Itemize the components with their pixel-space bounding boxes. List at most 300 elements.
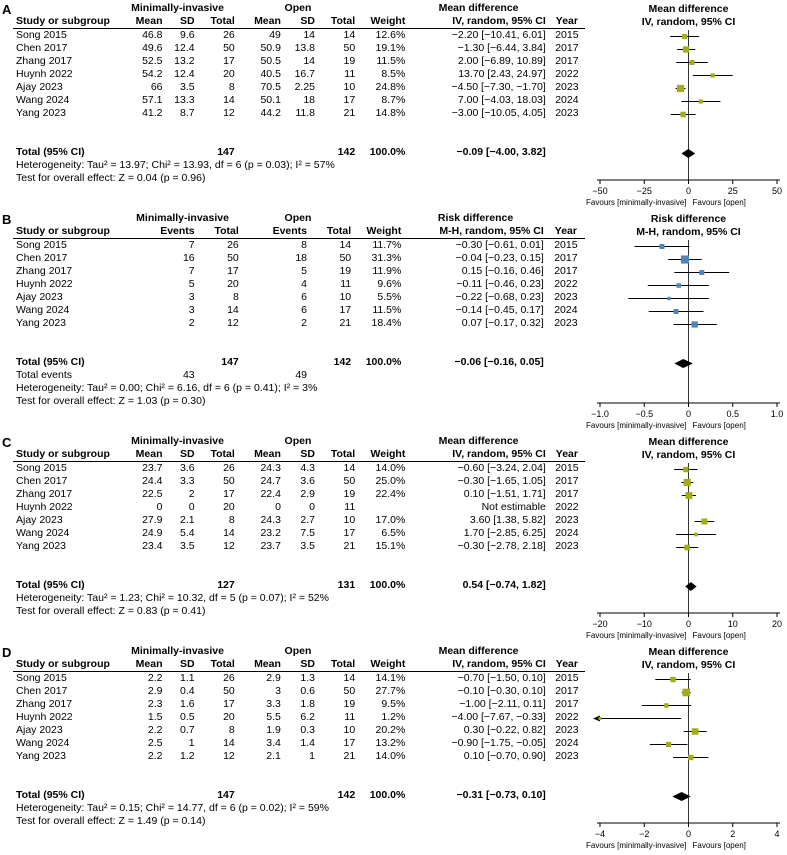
study-value: 3.4 — [266, 737, 281, 749]
study-effect: −0.11 [−0.46, 0.23] — [456, 278, 544, 290]
study-value: 9.6 — [179, 29, 195, 41]
forest-plot-B — [586, 240, 787, 431]
spacer-cell — [13, 2, 117, 15]
study-year: 2017 — [554, 252, 578, 264]
overall-test-row — [13, 605, 585, 618]
study-effect: −0.04 [−0.23, 0.15] — [455, 252, 544, 264]
study-effect: 0.07 [−0.17, 0.32] — [461, 317, 544, 329]
study-weight: 12.6% — [375, 29, 406, 41]
axis-tick-label: 0 — [685, 829, 692, 839]
study-weight: 9.6% — [377, 278, 402, 290]
study-value: 17 — [343, 527, 356, 539]
study-year: 2022 — [555, 501, 579, 513]
spacer-cell — [13, 645, 117, 658]
study-value: 1.3 — [300, 672, 316, 684]
empty-cell — [549, 789, 585, 802]
blank-cell — [13, 553, 585, 579]
study-year: 2015 — [555, 672, 579, 684]
study-value: 1.9 — [266, 724, 281, 736]
empty-cell — [547, 356, 585, 369]
effect-square — [682, 34, 687, 39]
spacer-cell — [358, 2, 408, 15]
study-effect: −0.60 [−3.24, 2.04] — [457, 462, 546, 474]
effect-square — [670, 677, 675, 682]
axis-tick-label: −25 — [636, 186, 652, 196]
study-value: 52.5 — [142, 55, 163, 67]
study-value: 57.1 — [142, 94, 163, 106]
total-events-label: Total events — [16, 369, 73, 381]
study-name: Yang 2023 — [16, 107, 67, 119]
empty-cell — [354, 369, 404, 382]
study-value: 10 — [339, 291, 352, 303]
study-value: 18 — [295, 252, 308, 264]
study-row — [13, 278, 585, 291]
study-value: 24.3 — [260, 462, 281, 474]
study-weight: 11.5% — [372, 304, 402, 316]
study-value: 14 — [343, 462, 356, 474]
study-year: 2023 — [555, 81, 579, 93]
g2-col-header: Total — [310, 225, 354, 239]
total-weight: 100.0% — [365, 356, 402, 368]
study-value: 1 — [309, 750, 316, 762]
study-value: 8.7 — [179, 107, 195, 119]
weight-col-header: Weight — [358, 658, 408, 672]
g1-col-header: Total — [198, 658, 238, 672]
study-year: 2022 — [555, 711, 579, 723]
study-value: 2.1 — [266, 750, 281, 762]
study-name: Song 2015 — [16, 462, 67, 474]
effect-square — [667, 297, 670, 300]
total-effect: −0.31 [−0.73, 0.10] — [456, 789, 546, 801]
empty-cell — [166, 579, 198, 592]
g1-col-header: Mean — [117, 15, 165, 29]
empty-cell — [549, 146, 585, 159]
study-value: 1.5 — [147, 711, 163, 723]
heterogeneity-row — [13, 382, 585, 395]
study-value: 17 — [223, 55, 235, 67]
forest-table-C — [13, 435, 585, 618]
axis-tick-label: −1.0 — [591, 409, 609, 419]
study-value: 8 — [301, 239, 308, 251]
study-row — [13, 698, 585, 711]
g2-col-header: Mean — [238, 448, 284, 462]
study-year: 2017 — [555, 55, 579, 67]
group2-header: Open — [284, 435, 312, 447]
effect-square — [659, 244, 664, 249]
study-row — [13, 239, 585, 253]
effect-col-header: IV, random, 95% CI — [408, 658, 548, 672]
study-value: 6 — [301, 304, 308, 316]
study-value: 50.9 — [260, 42, 281, 54]
forest-plot-C — [586, 463, 787, 641]
study-value: 14 — [303, 55, 316, 67]
study-value: 5.4 — [179, 527, 195, 539]
study-value: 19 — [343, 698, 356, 710]
study-weight — [358, 501, 408, 514]
empty-cell — [117, 579, 165, 592]
total-events-g1: 43 — [182, 369, 195, 381]
plot-effect-title: Mean difference — [648, 3, 729, 15]
study-value: 8 — [228, 81, 235, 93]
study-value: 2.7 — [300, 514, 316, 526]
study-value: 23.7 — [260, 540, 281, 552]
study-name: Ajay 2023 — [16, 514, 63, 526]
empty-cell — [547, 369, 585, 382]
study-value: 2.25 — [294, 81, 316, 93]
study-weight: 11.9% — [372, 265, 402, 277]
study-value: 2 — [188, 317, 195, 329]
total-weight: 100.0% — [369, 146, 406, 158]
study-value: 3.5 — [300, 540, 316, 552]
study-row — [13, 42, 585, 55]
total-diamond — [681, 149, 695, 158]
group2-header: Open — [284, 645, 312, 657]
empty-cell — [166, 789, 198, 802]
study-value: 14 — [303, 29, 316, 41]
axis-tick-label: 25 — [727, 186, 738, 196]
blank-row — [13, 553, 585, 579]
empty-cell — [123, 356, 197, 369]
study-name: Song 2015 — [16, 29, 67, 41]
axis-tick-label: 2 — [730, 829, 736, 839]
axis-tick-label: −0.5 — [635, 409, 654, 419]
empty-cell — [284, 146, 318, 159]
study-value: 1.2 — [179, 750, 195, 762]
study-year: 2024 — [555, 527, 579, 539]
effect-title-cell: Mean difference — [438, 435, 519, 447]
study-value: 2.2 — [147, 724, 163, 736]
study-year: 2015 — [554, 239, 578, 251]
g1-col-header: Mean — [117, 658, 165, 672]
total-diamond — [674, 359, 693, 368]
plot-effect-title: Risk difference — [650, 213, 727, 225]
study-value: 14 — [343, 672, 356, 684]
study-value: 1.6 — [179, 698, 195, 710]
overall-test-text: Test for overall effect: Z = 0.04 (p = 0.96) — [16, 172, 206, 184]
study-value: 13.2 — [174, 55, 195, 67]
study-value: 8 — [232, 291, 239, 303]
study-value: 50 — [343, 475, 356, 487]
forest-plot-figure — [0, 2, 787, 851]
spacer-cell — [358, 645, 408, 658]
study-value: 54.2 — [142, 68, 163, 80]
study-row — [13, 317, 585, 330]
forest-table-A — [13, 2, 585, 185]
study-value: 21 — [343, 750, 356, 762]
study-value: 26 — [223, 29, 235, 41]
study-value: 2.1 — [179, 514, 195, 526]
g1-col-header: SD — [166, 448, 198, 462]
study-name: Zhang 2017 — [16, 55, 73, 67]
spacer-cell — [547, 212, 585, 225]
header-row-groups — [13, 2, 585, 15]
g1-col-header: SD — [166, 15, 198, 29]
study-col-header: Study or subgroup — [13, 225, 123, 239]
study-value: 5 — [188, 278, 195, 290]
group1-header: Minimally-invasive — [131, 2, 224, 14]
study-value: 11 — [340, 278, 352, 290]
favours-left-label: Favours [minimally-invasive] — [586, 421, 687, 430]
axis-tick-label: 10 — [727, 619, 738, 629]
effect-square — [699, 99, 703, 103]
study-value: 22.4 — [260, 488, 281, 500]
study-value: 50 — [223, 685, 235, 697]
study-value: 14 — [343, 29, 356, 41]
forest-table-D — [13, 645, 585, 828]
study-row — [13, 291, 585, 304]
study-weight: 14.1% — [375, 672, 406, 684]
study-row — [13, 514, 585, 527]
study-weight: 13.2% — [375, 737, 406, 749]
empty-cell — [117, 146, 165, 159]
plot-header — [590, 3, 787, 29]
study-year: 2024 — [554, 304, 578, 316]
effect-square — [692, 321, 698, 327]
header-row-columns — [13, 15, 585, 29]
total-g1: 147 — [221, 356, 239, 368]
study-weight: 17.0% — [375, 514, 406, 526]
favours-right-label: Favours [open] — [692, 421, 746, 430]
axis-tick-label: 4 — [774, 829, 780, 839]
study-weight: 11.5% — [376, 55, 406, 67]
effect-square — [599, 717, 602, 720]
study-value: 0.7 — [179, 724, 195, 736]
spacer-cell — [549, 2, 585, 15]
header-row-columns — [13, 658, 585, 672]
study-row — [13, 475, 585, 488]
study-weight: 14.8% — [375, 107, 406, 119]
study-value: 20 — [223, 711, 235, 723]
effect-square — [682, 689, 690, 697]
g1-col-header: Total — [198, 225, 242, 239]
study-value: 22.5 — [142, 488, 163, 500]
forest-panel-A — [0, 2, 787, 208]
study-value: 23.7 — [142, 462, 163, 474]
study-row — [13, 29, 585, 43]
plot-effect-subtitle: M-H, random, 95% CI — [636, 226, 741, 238]
effect-square — [666, 742, 671, 747]
total-events-g2: 49 — [295, 369, 308, 381]
study-weight: 14.0% — [375, 750, 406, 762]
study-value: 0.6 — [300, 685, 316, 697]
study-value: 24.7 — [260, 475, 281, 487]
study-name: Song 2015 — [16, 239, 67, 251]
g1-col-header: Events — [123, 225, 197, 239]
effect-square — [694, 533, 698, 537]
group2-header: Open — [284, 2, 312, 14]
study-value: 70.5 — [260, 81, 281, 93]
study-value: 10 — [343, 724, 356, 736]
study-effect: 2.00 [−6.89, 10.89] — [457, 55, 546, 67]
plot-header — [590, 436, 787, 462]
study-value: 11 — [344, 68, 356, 80]
study-value: 14 — [223, 94, 235, 106]
axis-tick-label: 50 — [771, 186, 783, 196]
study-weight: 27.7% — [375, 685, 406, 697]
study-value: 14 — [223, 527, 235, 539]
study-weight: 22.4% — [375, 488, 406, 500]
effect-square — [699, 270, 704, 275]
study-col-header: Study or subgroup — [13, 658, 117, 672]
study-effect: Not estimable — [481, 501, 546, 513]
g2-col-header: Total — [318, 658, 358, 672]
study-row — [13, 501, 585, 514]
year-col-header: Year — [547, 225, 585, 239]
study-value: 0 — [275, 501, 281, 513]
study-value: 20 — [227, 278, 239, 290]
study-name: Chen 2017 — [16, 475, 68, 487]
spacer-cell — [549, 435, 585, 448]
study-col-header: Study or subgroup — [13, 15, 117, 29]
heterogeneity-text: Heterogeneity: Tau² = 13.97; Chi² = 13.93, df = 6 (p = 0.03); I² = 57% — [16, 159, 335, 171]
study-value: 3 — [275, 685, 281, 697]
g1-col-header: Mean — [117, 448, 165, 462]
overall-test-text: Test for overall effect: Z = 0.83 (p = 0.41) — [16, 605, 206, 617]
axis-tick-label: 0.5 — [726, 409, 740, 419]
total-g2: 131 — [337, 579, 356, 591]
study-row — [13, 304, 585, 317]
header-row-groups — [13, 212, 585, 225]
study-value: 6.2 — [300, 711, 316, 723]
study-name: Huynh 2022 — [16, 68, 73, 80]
effect-square — [686, 492, 693, 499]
effect-col-header: IV, random, 95% CI — [408, 448, 548, 462]
empty-cell — [242, 356, 310, 369]
study-value: 4 — [301, 278, 308, 290]
plot-effect-subtitle: IV, random, 95% CI — [641, 449, 736, 461]
weight-col-header: Weight — [358, 15, 408, 29]
study-year: 2024 — [555, 94, 579, 106]
study-value: 2 — [301, 317, 308, 329]
study-value: 50.5 — [260, 55, 281, 67]
total-row — [13, 146, 585, 159]
heterogeneity-text: Heterogeneity: Tau² = 1.23; Chi² = 10.32, df = 5 (p = 0.07); I² = 52% — [16, 592, 329, 604]
effect-square — [688, 755, 693, 760]
study-name: Yang 2023 — [16, 750, 67, 762]
study-row — [13, 672, 585, 686]
study-value: 26 — [227, 239, 239, 251]
study-value: 23.2 — [260, 527, 281, 539]
study-value: 17 — [343, 94, 356, 106]
effect-square — [692, 728, 699, 735]
effect-square — [677, 85, 684, 92]
blank-row — [13, 330, 585, 356]
study-value: 17 — [339, 304, 352, 316]
study-value: 2.9 — [300, 488, 316, 500]
study-weight: 25.0% — [375, 475, 406, 487]
study-effect: −1.00 [−2.11, 0.11] — [459, 698, 546, 710]
g1-col-header: SD — [166, 658, 198, 672]
study-name: Song 2015 — [16, 672, 67, 684]
study-value: 3.5 — [179, 540, 195, 552]
study-value: 6 — [301, 291, 308, 303]
group1-header: Minimally-invasive — [131, 645, 224, 657]
total-label: Total (95% CI) — [16, 356, 85, 368]
group1-header: Minimally-invasive — [131, 435, 224, 447]
effect-square — [680, 112, 686, 118]
axis-tick-label: 0 — [685, 619, 692, 629]
study-weight: 8.7% — [381, 94, 406, 106]
effect-col-header: M-H, random, 95% CI — [404, 225, 546, 239]
effect-col-header: IV, random, 95% CI — [408, 15, 548, 29]
study-year: 2023 — [554, 317, 578, 329]
study-value: 3.3 — [266, 698, 281, 710]
study-value: 2 — [188, 488, 195, 500]
study-value: 12 — [223, 540, 235, 552]
study-row — [13, 81, 585, 94]
overall-test-text: Test for overall effect: Z = 1.49 (p = 0.14) — [16, 815, 206, 827]
blank-row — [13, 120, 585, 146]
axis-tick-label: 0 — [685, 409, 692, 419]
study-value: 13.3 — [174, 94, 195, 106]
favours-right-label: Favours [open] — [692, 841, 746, 850]
study-year: 2015 — [555, 29, 579, 41]
total-effect: 0.54 [−0.74, 1.82] — [462, 579, 546, 591]
forest-panel-D — [0, 645, 787, 851]
study-year: 2022 — [554, 278, 578, 290]
study-row — [13, 685, 585, 698]
g1-col-header: Total — [198, 448, 238, 462]
spacer-cell — [354, 212, 404, 225]
favours-left-label: Favours [minimally-invasive] — [586, 841, 687, 850]
total-g2: 142 — [337, 789, 356, 801]
study-value: 4.3 — [300, 462, 316, 474]
study-name: Ajay 2023 — [16, 291, 63, 303]
blank-cell — [13, 763, 585, 789]
axis-tick-label: 20 — [771, 619, 783, 629]
study-value: 11 — [344, 711, 356, 723]
study-value: 26 — [223, 672, 235, 684]
effect-title-cell: Mean difference — [438, 645, 519, 657]
total-events-row — [13, 369, 585, 382]
study-name: Yang 2023 — [16, 540, 67, 552]
study-value: 3.3 — [179, 475, 195, 487]
total-effect: −0.09 [−4.00, 3.82] — [456, 146, 546, 158]
total-weight: 100.0% — [369, 789, 406, 801]
overall-test-row — [13, 815, 585, 828]
study-effect: 0.10 [−0.70, 0.90] — [463, 750, 546, 762]
empty-cell — [238, 146, 284, 159]
study-value: 21 — [343, 107, 356, 119]
study-name: Wang 2024 — [16, 527, 70, 539]
study-value: 1.8 — [300, 698, 316, 710]
study-value: 18 — [303, 94, 316, 106]
favours-left-label: Favours [minimally-invasive] — [586, 198, 687, 207]
study-value: 0 — [156, 501, 163, 513]
plot-header — [590, 213, 787, 239]
study-value: 66 — [150, 81, 163, 93]
study-name: Chen 2017 — [16, 42, 68, 54]
study-row — [13, 750, 585, 763]
study-value: 5.5 — [266, 711, 281, 723]
study-weight: 8.5% — [381, 68, 406, 80]
study-value: 46.8 — [142, 29, 163, 41]
study-value: 14 — [223, 737, 235, 749]
total-diamond — [672, 792, 690, 801]
study-value: 49.6 — [142, 42, 163, 54]
study-name: Chen 2017 — [16, 252, 68, 264]
study-row — [13, 55, 585, 68]
study-value: 23.4 — [142, 540, 163, 552]
study-year: 2017 — [555, 42, 579, 54]
study-value: 44.2 — [260, 107, 281, 119]
study-row — [13, 94, 585, 107]
overall-test-row — [13, 395, 585, 408]
study-value: 24.4 — [142, 475, 163, 487]
study-value: 41.2 — [142, 107, 163, 119]
study-effect: −0.70 [−1.50, 0.10] — [457, 672, 546, 684]
blank-row — [13, 763, 585, 789]
